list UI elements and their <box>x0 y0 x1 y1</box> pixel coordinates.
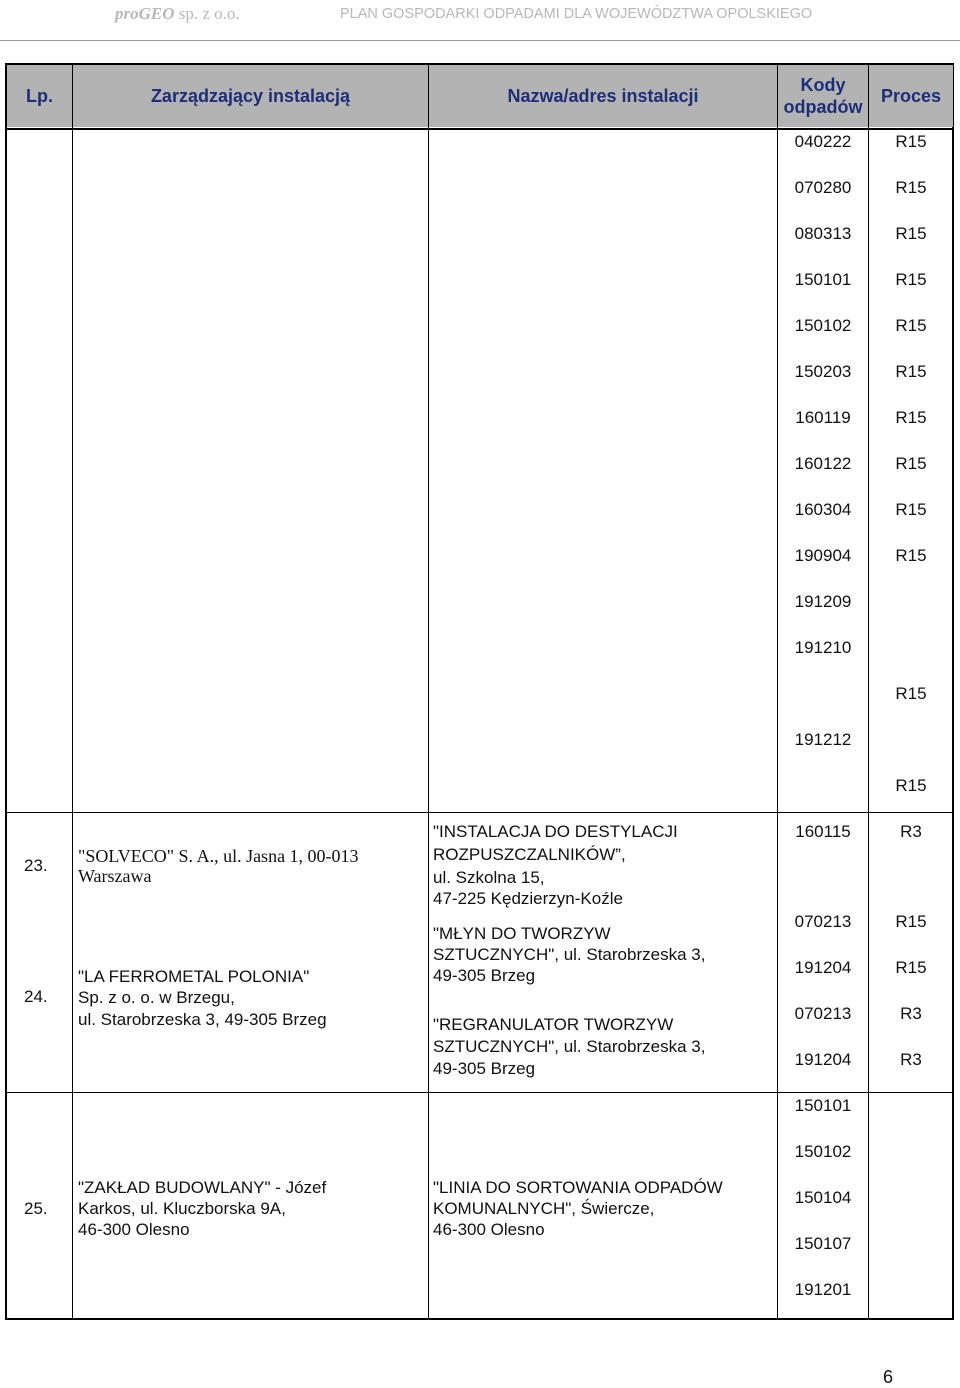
installation-line: 47-225 Kędzierzyn-Koźle <box>433 889 623 908</box>
waste-code: 160119 <box>795 408 851 427</box>
process-code: R15 <box>895 178 927 197</box>
waste-code: 150107 <box>794 1234 852 1253</box>
installation-line: "LINIA DO SORTOWANIA ODPADÓW <box>433 1178 723 1197</box>
waste-code: 150102 <box>794 316 852 335</box>
process-code: R15 <box>895 684 927 703</box>
installation-line: SZTUCZNYCH", ul. Starobrzeska 3, <box>433 1037 706 1056</box>
installation-line: "INSTALACJA DO DESTYLACJI <box>433 822 678 841</box>
manager-line: "LA FERROMETAL POLONIA" <box>78 967 310 986</box>
grid-line <box>428 65 429 1318</box>
waste-code: 070213 <box>794 1004 852 1023</box>
waste-code: 191210 <box>794 638 852 657</box>
row-number: 24. <box>24 987 48 1006</box>
process-code: R15 <box>895 224 927 243</box>
installation-line: 49-305 Brzeg <box>433 966 536 985</box>
process-code: R15 <box>895 454 927 473</box>
process-code: R15 <box>895 132 927 151</box>
installation-line: ROZPUSZCZALNIKÓW”, <box>433 845 626 864</box>
col-header-lp: Lp. <box>7 65 72 127</box>
col-header-manager: Zarządzający instalacją <box>73 65 428 127</box>
process-code: R3 <box>900 1050 922 1069</box>
row-number: 23. <box>24 856 48 875</box>
installation-line: "MŁYN DO TWORZYW <box>433 924 611 943</box>
waste-code: 070213 <box>794 912 852 931</box>
document-title: PLAN GOSPODARKI ODPADAMI DLA WOJEWÓDZTWA OPOLSKIEGO <box>340 6 813 22</box>
manager-line: "SOLVECO" S. A., ul. Jasna 1, 00-013 <box>78 846 359 866</box>
process-code: R3 <box>900 1004 922 1023</box>
waste-code: 191204 <box>794 1050 852 1069</box>
page-header <box>0 2 960 24</box>
waste-code: 070280 <box>794 178 852 197</box>
grid-line <box>7 1092 953 1093</box>
waste-code: 040222 <box>794 132 852 151</box>
process-code: R15 <box>895 408 927 427</box>
waste-code: 150203 <box>794 362 852 381</box>
process-code: R15 <box>895 362 927 381</box>
row-number: 25. <box>24 1199 48 1218</box>
waste-code: 160304 <box>794 500 852 519</box>
process-code: R3 <box>900 822 922 841</box>
installation-line: 49-305 Brzeg <box>433 1059 536 1078</box>
data-table <box>5 63 954 1320</box>
waste-code: 150102 <box>794 1142 852 1161</box>
process-code: R15 <box>895 316 927 335</box>
grid-line <box>777 65 778 1318</box>
grid-line <box>7 128 953 130</box>
process-code: R15 <box>895 270 927 289</box>
installation-line: ul. Szkolna 15, <box>433 868 545 887</box>
installation-line: KOMUNALNYCH", Świercze, <box>433 1199 655 1218</box>
waste-code: 150101 <box>794 270 852 289</box>
process-code: R15 <box>895 500 927 519</box>
waste-code: 150104 <box>794 1188 852 1207</box>
waste-code: 191212 <box>794 730 852 749</box>
installation-line: "REGRANULATOR TWORZYW <box>433 1015 674 1034</box>
waste-code: 191204 <box>794 958 852 977</box>
waste-code: 150101 <box>794 1096 852 1115</box>
manager-line: Sp. z o. o. w Brzegu, <box>78 988 235 1007</box>
installation-line: 46-300 Olesno <box>433 1220 545 1239</box>
process-code: R15 <box>895 546 927 565</box>
page-number: 6 <box>883 1367 894 1387</box>
col-header-codes: Kody odpadów <box>778 65 868 127</box>
company-logo: proGEO sp. z o.o. <box>115 4 240 23</box>
waste-code: 190904 <box>794 546 852 565</box>
manager-line: ul. Starobrzeska 3, 49-305 Brzeg <box>78 1010 327 1029</box>
header-divider <box>0 40 960 41</box>
waste-code: 191209 <box>794 592 852 611</box>
col-header-process: Proces <box>869 65 953 127</box>
process-code: R15 <box>895 776 927 795</box>
waste-code: 080313 <box>794 224 852 243</box>
col-header-installation: Nazwa/adres instalacji <box>429 65 777 127</box>
installation-line: SZTUCZNYCH", ul. Starobrzeska 3, <box>433 945 706 964</box>
manager-line: 46-300 Olesno <box>78 1220 190 1239</box>
waste-code: 191201 <box>794 1280 852 1299</box>
waste-code: 160122 <box>794 454 852 473</box>
grid-line <box>72 65 73 1318</box>
manager-line: Warszawa <box>78 866 152 886</box>
manager-line: "ZAKŁAD BUDOWLANY" - Józef <box>78 1178 327 1197</box>
waste-code: 160115 <box>795 822 851 841</box>
manager-line: Karkos, ul. Kluczborska 9A, <box>78 1199 286 1218</box>
process-code: R15 <box>895 958 927 977</box>
process-code: R15 <box>895 912 927 931</box>
grid-line <box>7 812 953 813</box>
